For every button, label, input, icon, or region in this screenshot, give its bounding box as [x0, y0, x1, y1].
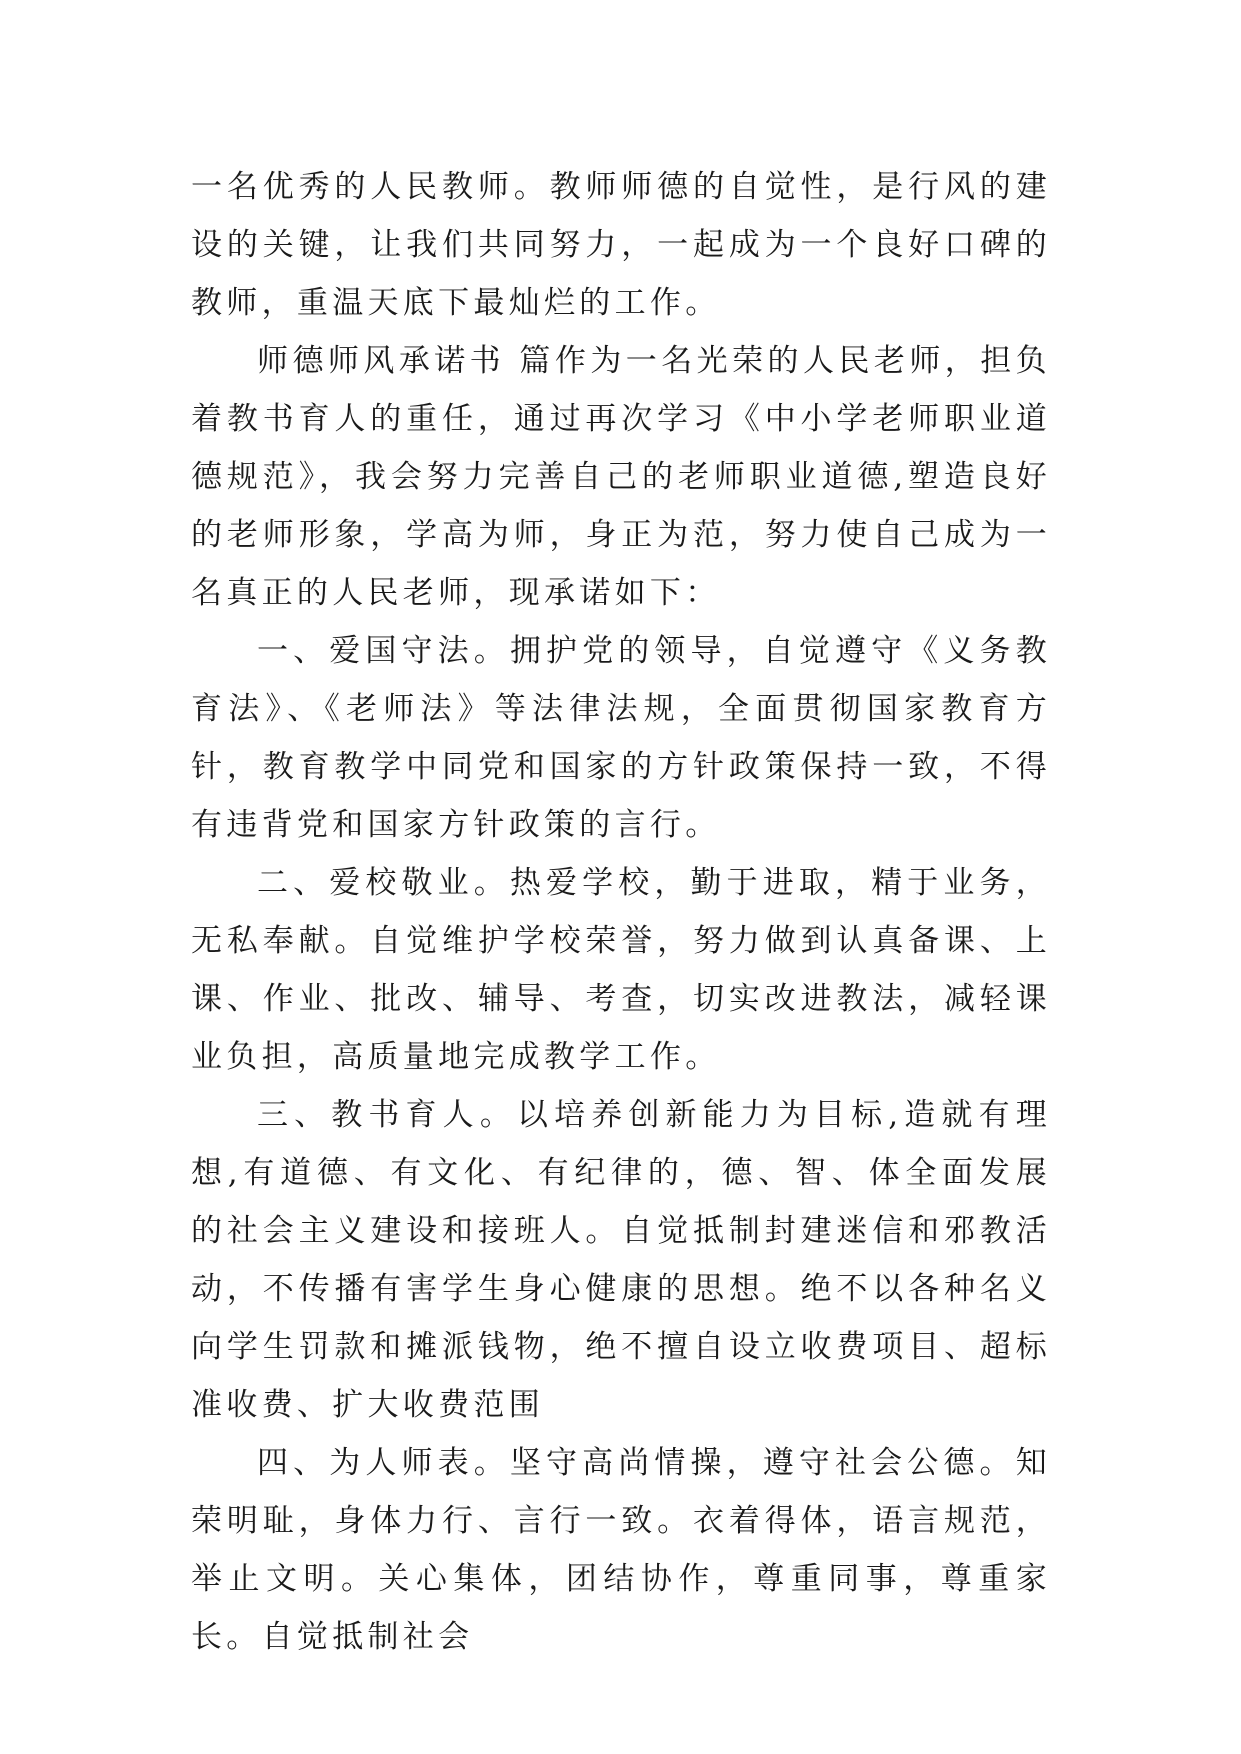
paragraph-role-model: 四、为人师表。坚守高尚情操，遵守社会公德。知荣明耻，身体力行、言行一致。衣着得体，语言规范，举止文明。关心集体，团结协作，尊重同事，尊重家长。自觉抵制社会: [191, 1445, 1051, 1655]
paragraph-intro-continuation: 一名优秀的人民教师。教师师德的自觉性，是行风的建设的关键，让我们共同努力，一起成为一个良好口碑的教师，重温天底下最灿烂的工作。: [191, 169, 1051, 321]
paragraph-teaching-educating: 三、教书育人。以培养创新能力为目标,造就有理想,有道德、有文化、有纪律的，德、智、体全面发展的社会主义建设和接班人。自觉抵制封建迷信和邪教活动，不传播有害学生身心健康的思想。绝不以各种名义向学生罚款和摊派钱物，绝不擅自设立收费项目、超标准收费、扩大收费范围: [191, 1097, 1051, 1423]
paragraph-love-school: 二、爱校敬业。热爱学校，勤于进取，精于业务，无私奉献。自觉维护学校荣誉，努力做到认真备课、上课、作业、批改、辅导、考查，切实改进教法，减轻课业负担，高质量地完成教学工作。: [191, 865, 1051, 1075]
paragraph-pledge-opening: 师德师风承诺书 篇作为一名光荣的人民老师，担负着教书育人的重任，通过再次学习《中小学老师职业道德规范》，我会努力完善自己的老师职业道德,塑造良好的老师形象，学高为师，身正为范，努力使自己成为一名真正的人民老师，现承诺如下：: [191, 343, 1051, 611]
paragraph-patriotism-law: 一、爱国守法。拥护党的领导，自觉遵守《义务教育法》、《老师法》等法律法规，全面贯彻国家教育方针，教育教学中同党和国家的方针政策保持一致，不得有违背党和国家方针政策的言行。: [191, 633, 1051, 843]
document-body: [191, 158, 1051, 1666]
